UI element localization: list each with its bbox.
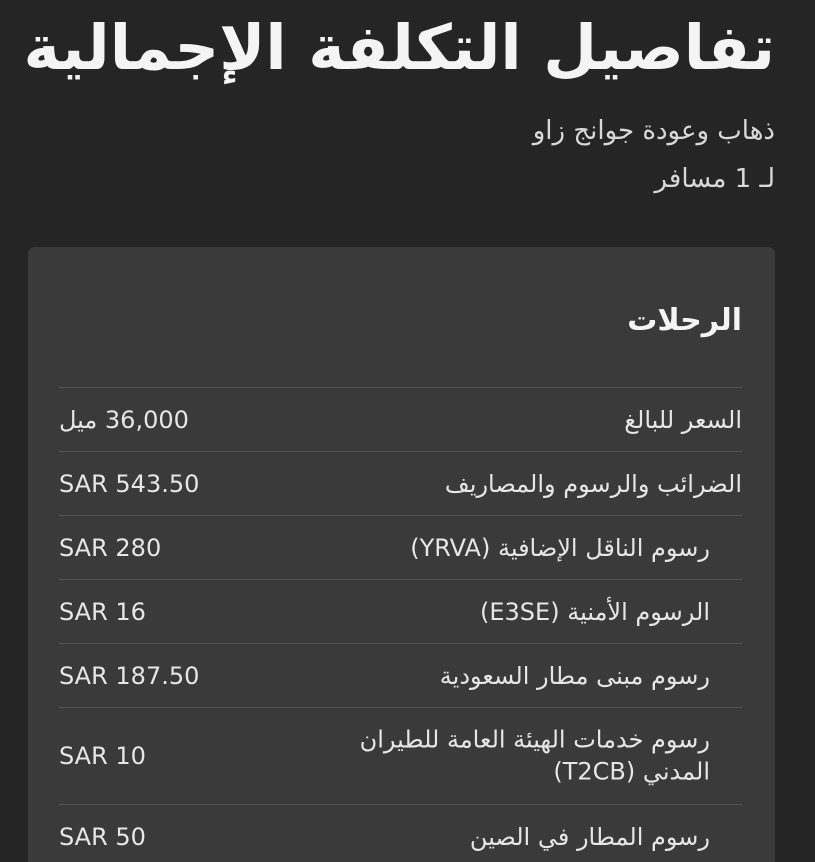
flights-section-title: الرحلات [627, 303, 742, 338]
gaca-fee-label-line2: المدني (T2CB) [553, 758, 710, 786]
china-airport-fee-label: رسوم المطار في الصين [469, 822, 710, 851]
trip-description: ذهاب وعودة جوانج زاو [532, 116, 775, 146]
security-fee-value: SAR 16 [59, 597, 146, 626]
china-airport-fee-value: SAR 50 [59, 822, 146, 851]
flights-cost-card [28, 247, 775, 862]
gaca-fee-label-line1: رسوم خدمات الهيئة العامة للطيران [359, 725, 710, 754]
taxes-fees-row [59, 451, 742, 515]
gaca-fee-value: SAR 10 [59, 742, 146, 770]
security-fee-label: الرسوم الأمنية (E3SE) [480, 597, 710, 626]
carrier-surcharge-row [59, 515, 742, 579]
taxes-fees-label: الضرائب والرسوم والمصاريف [444, 469, 742, 498]
saudi-airport-fee-row [59, 643, 742, 707]
adult-price-row [59, 387, 742, 451]
china-airport-fee-row [59, 804, 742, 862]
security-fee-row [59, 579, 742, 643]
gaca-fee-row [59, 707, 742, 804]
adult-price-value: 36,000 ميل [59, 405, 189, 434]
cost-breakdown-list [59, 387, 742, 862]
gaca-fee-label [360, 724, 710, 789]
passenger-count: لـ 1 مسافر [654, 164, 775, 194]
carrier-surcharge-label: رسوم الناقل الإضافية (YRVA) [410, 533, 710, 562]
taxes-fees-value: SAR 543.50 [59, 469, 200, 498]
page-title: تفاصيل التكلفة الإجمالية [23, 11, 775, 84]
saudi-airport-fee-label: رسوم مبنى مطار السعودية [439, 661, 710, 690]
adult-price-label: السعر للبالغ [624, 405, 742, 434]
carrier-surcharge-value: SAR 280 [59, 533, 162, 562]
saudi-airport-fee-value: SAR 187.50 [59, 661, 200, 690]
